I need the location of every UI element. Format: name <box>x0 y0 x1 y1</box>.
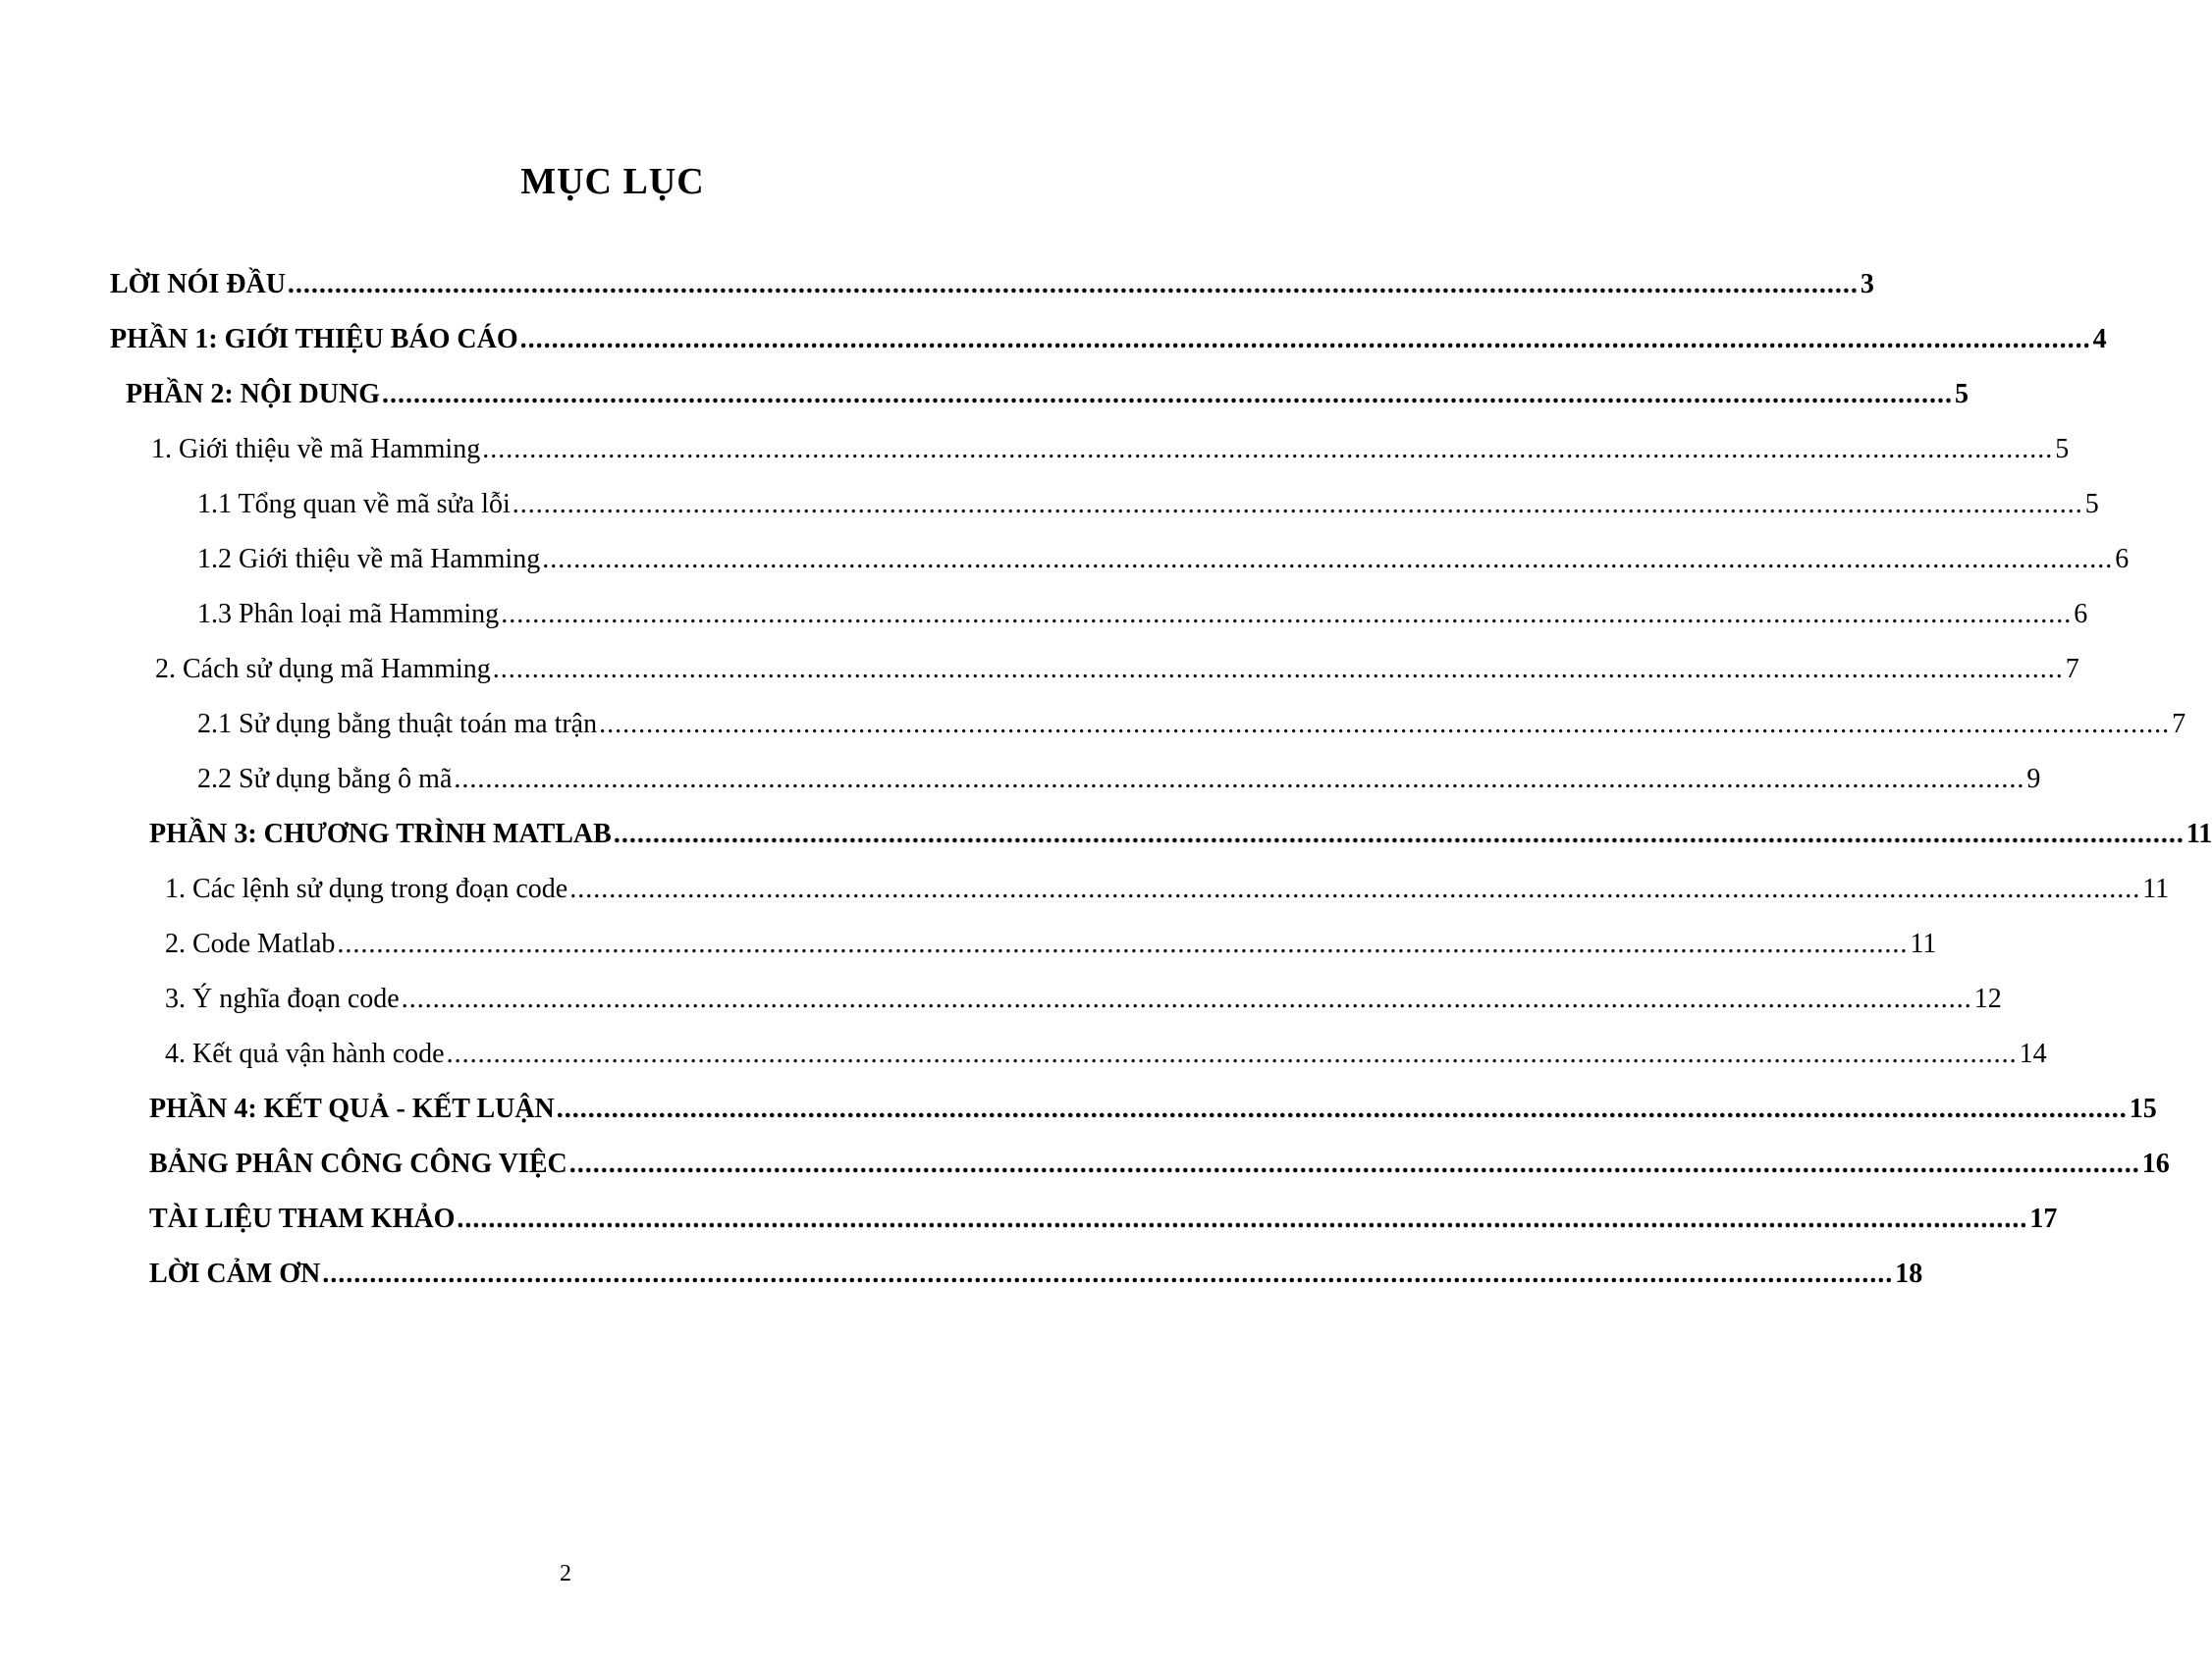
toc-entry-loi-cam-on[interactable] <box>149 1259 1923 1298</box>
dot-leader: ........................................................................................................................................................................................................ <box>519 324 2091 354</box>
toc-entry-3-3[interactable] <box>165 984 2002 1023</box>
toc-entry-label: 4. Kết quả vận hành code <box>165 1039 445 1069</box>
toc-entry-phan-2[interactable] <box>126 379 1969 418</box>
page-title: MỤC LỤC <box>520 161 705 202</box>
toc-entry-label: PHẦN 2: NỘI DUNG <box>126 379 380 409</box>
toc-entry-page: 11 <box>2142 874 2170 904</box>
toc-entry-label: 1.3 Phân loại mã Hamming <box>197 599 500 629</box>
toc-entry-phan-4[interactable] <box>149 1094 2157 1133</box>
toc-entry-phan-1[interactable] <box>110 324 2107 363</box>
dot-leader: ........................................................................................................................................................................................................ <box>401 984 1972 1014</box>
toc-entry-loi-noi-dau[interactable] <box>110 269 1874 308</box>
dot-leader: ........................................................................................................................................................................................................ <box>287 269 1859 299</box>
toc-entry-page: 15 <box>2129 1094 2157 1124</box>
toc-entry-label: TÀI LIỆU THAM KHẢO <box>149 1204 456 1234</box>
toc-entry-page: 18 <box>1895 1259 1923 1289</box>
dot-leader: ........................................................................................................................................................................................................ <box>569 874 2141 904</box>
dot-leader: ........................................................................................................................................................................................................ <box>446 1039 2018 1069</box>
toc-entry-label: LỜI NÓI ĐẦU <box>110 269 286 299</box>
toc-entry-3-4[interactable] <box>165 1039 2047 1078</box>
dot-leader: ........................................................................................................................................................................................................ <box>568 1149 2140 1179</box>
dot-leader: ........................................................................................................................................................................................................ <box>542 544 2114 574</box>
toc-entry-label: 2.2 Sử dụng bằng ô mã <box>197 764 453 794</box>
toc-entry-2-1-3[interactable] <box>197 599 2088 638</box>
toc-entry-label: 2. Cách sử dụng mã Hamming <box>155 654 491 684</box>
toc-entry-page: 5 <box>1955 379 1969 409</box>
dot-leader: ........................................................................................................................................................................................................ <box>492 654 2064 684</box>
dot-leader: ........................................................................................................................................................................................................ <box>454 764 2025 794</box>
toc-entry-bang-phan-cong[interactable] <box>149 1149 2170 1188</box>
dot-leader: ........................................................................................................................................................................................................ <box>457 1204 2028 1234</box>
dot-leader: ........................................................................................................................................................................................................ <box>322 1259 1894 1289</box>
dot-leader: ........................................................................................................................................................................................................ <box>512 489 2083 519</box>
toc-entry-page: 16 <box>2141 1149 2170 1179</box>
toc-entry-page: 7 <box>2065 654 2079 684</box>
toc-entry-label: BẢNG PHÂN CÔNG CÔNG VIỆC <box>149 1149 567 1179</box>
toc-entry-label: 3. Ý nghĩa đoạn code <box>165 984 400 1014</box>
toc-entry-tai-lieu[interactable] <box>149 1204 2058 1243</box>
dot-leader: ........................................................................................................................................................................................................ <box>337 929 1909 959</box>
toc-entry-2-2-1[interactable] <box>197 709 2186 748</box>
toc-entry-page: 12 <box>1973 984 2002 1014</box>
toc-entry-label: LỜI CẢM ƠN <box>149 1259 321 1289</box>
toc-entry-page: 4 <box>2092 324 2107 354</box>
toc-entry-page: 17 <box>2029 1204 2058 1234</box>
dot-leader: ........................................................................................................................................................................................................ <box>599 709 2171 739</box>
dot-leader: ........................................................................................................................................................................................................ <box>501 599 2073 629</box>
toc-entry-2-1-1[interactable] <box>197 489 2099 528</box>
toc-entry-3-1[interactable] <box>165 874 2170 913</box>
toc-entry-label: 2. Code Matlab <box>165 929 336 959</box>
toc-entry-page: 9 <box>2026 764 2041 794</box>
toc-entry-2-2[interactable] <box>155 654 2079 693</box>
toc-entry-page: 6 <box>2074 599 2088 629</box>
toc-entry-label: 2.1 Sử dụng bằng thuật toán ma trận <box>197 709 598 739</box>
toc-entry-2-1-2[interactable] <box>197 544 2130 583</box>
toc-entry-page: 3 <box>1860 269 1874 299</box>
toc-entry-page: 7 <box>2172 709 2186 739</box>
toc-entry-phan-3[interactable] <box>149 819 2212 858</box>
toc-entry-3-2[interactable] <box>165 929 1937 968</box>
toc-entry-2-2-2[interactable] <box>197 764 2041 803</box>
toc-entry-page: 11 <box>2185 819 2212 849</box>
toc-entry-page: 5 <box>2084 489 2099 519</box>
toc-entry-label: PHẦN 1: GIỚI THIỆU BÁO CÁO <box>110 324 518 354</box>
toc-entry-label: PHẦN 3: CHƯƠNG TRÌNH MATLAB <box>149 819 612 849</box>
toc-entry-label: 1. Giới thiệu về mã Hamming <box>151 434 481 464</box>
dot-leader: ........................................................................................................................................................................................................ <box>482 434 2054 464</box>
toc-entry-page: 5 <box>2055 434 2070 464</box>
toc-entry-page: 6 <box>2115 544 2130 574</box>
toc-entry-label: 1. Các lệnh sử dụng trong đoạn code <box>165 874 568 904</box>
toc-entry-label: 1.2 Giới thiệu về mã Hamming <box>197 544 541 574</box>
toc-entry-2-1[interactable] <box>151 434 2070 473</box>
toc-entry-label: PHẦN 4: KẾT QUẢ - KẾT LUẬN <box>149 1094 555 1124</box>
dot-leader: ........................................................................................................................................................................................................ <box>613 819 2185 849</box>
toc-entry-page: 11 <box>1910 929 1937 959</box>
dot-leader: ........................................................................................................................................................................................................ <box>556 1094 2128 1124</box>
toc-entry-page: 14 <box>2019 1039 2047 1069</box>
toc-entry-label: 1.1 Tổng quan về mã sửa lỗi <box>197 489 511 519</box>
dot-leader: ........................................................................................................................................................................................................ <box>382 379 1953 409</box>
page-number: 2 <box>560 1561 571 1586</box>
